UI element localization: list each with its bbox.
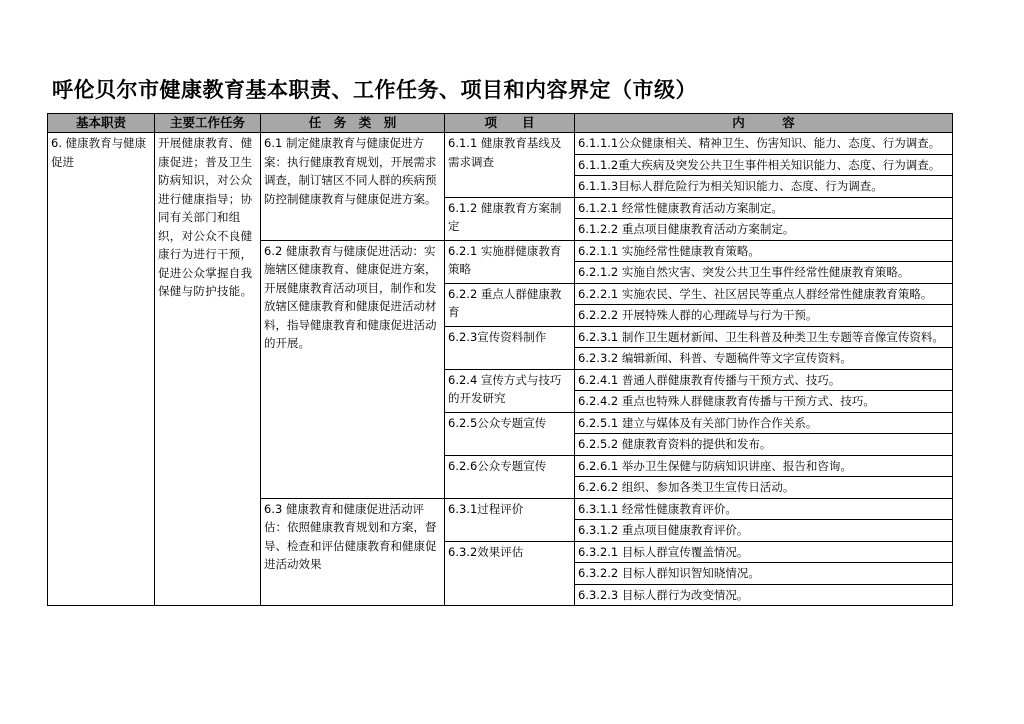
header-project: 项 目 xyxy=(445,114,575,133)
content-cell: 6.2.1.1 实施经常性健康教育策略。 xyxy=(575,240,953,262)
content-cell: 6.3.1.2 重点项目健康教育评价。 xyxy=(575,520,953,542)
content-cell: 6.2.2.2 开展特殊人群的心理疏导与行为干预。 xyxy=(575,305,953,327)
project-cell: 6.1.1 健康教育基线及需求调查 xyxy=(445,133,575,198)
duty-cell: 6. 健康教育与健康促进 xyxy=(48,133,155,606)
content-cell: 6.3.2.1 目标人群宣传覆盖情况。 xyxy=(575,541,953,563)
content-cell: 6.1.1.1公众健康相关、精神卫生、伤害知识、能力、态度、行为调查。 xyxy=(575,133,953,155)
project-cell: 6.2.3宣传资料制作 xyxy=(445,326,575,369)
content-cell: 6.1.1.2重大疾病及突发公共卫生事件相关知识能力、态度、行为调查。 xyxy=(575,154,953,176)
table-header-row xyxy=(48,114,953,133)
project-cell: 6.3.2效果评估 xyxy=(445,541,575,606)
main-task-cell: 开展健康教育、健康促进；普及卫生防病知识，对公众进行健康指导；协同有关部门和组织，对公众不良健康行为进行干预，促进公众掌握自我保健与防护技能。 xyxy=(155,133,261,606)
content-cell: 6.2.3.2 编辑新闻、科普、专题稿件等文字宣传资料。 xyxy=(575,348,953,370)
content-cell: 6.1.2.2 重点项目健康教育活动方案制定。 xyxy=(575,219,953,241)
table-row xyxy=(48,133,953,155)
content-cell: 6.3.2.2 目标人群知识智知晓情况。 xyxy=(575,563,953,585)
header-main-task: 主要工作任务 xyxy=(155,114,261,133)
project-cell: 6.3.1过程评价 xyxy=(445,498,575,541)
content-cell: 6.3.2.3 目标人群行为改变情况。 xyxy=(575,584,953,606)
content-cell: 6.1.1.3目标人群危险行为相关知识能力、态度、行为调查。 xyxy=(575,176,953,198)
content-cell: 6.1.2.1 经常性健康教育活动方案制定。 xyxy=(575,197,953,219)
content-cell: 6.2.1.2 实施自然灾害、突发公共卫生事件经常性健康教育策略。 xyxy=(575,262,953,284)
category-cell: 6.2 健康教育与健康促进活动：实施辖区健康教育、健康促进方案，开展健康教育活动项目，制作和发放辖区健康教育和健康促进活动材料，指导健康教育和健康促进活动的开展。 xyxy=(261,240,445,498)
project-cell: 6.2.2 重点人群健康教育 xyxy=(445,283,575,326)
content-cell: 6.2.2.1 实施农民、学生、社区居民等重点人群经常性健康教育策略。 xyxy=(575,283,953,305)
header-category: 任 务 类 别 xyxy=(261,114,445,133)
content-cell: 6.2.3.1 制作卫生题材新闻、卫生科普及种类卫生专题等音像宣传资料。 xyxy=(575,326,953,348)
content-cell: 6.2.6.1 举办卫生保健与防病知识讲座、报告和咨询。 xyxy=(575,455,953,477)
category-cell: 6.1 制定健康教育与健康促进方案：执行健康教育规划，开展需求调查，制订辖区不同人群的疾病预防控制健康教育与健康促进方案。 xyxy=(261,133,445,241)
page-title: 呼伦贝尔市健康教育基本职责、工作任务、项目和内容界定（市级） xyxy=(52,77,697,102)
project-cell: 6.2.6公众专题宣传 xyxy=(445,455,575,498)
content-cell: 6.2.6.2 组织、参加各类卫生宣传日活动。 xyxy=(575,477,953,499)
project-cell: 6.1.2 健康教育方案制定 xyxy=(445,197,575,240)
header-content: 内 容 xyxy=(575,114,953,133)
content-cell: 6.2.4.2 重点也特殊人群健康教育传播与干预方式、技巧。 xyxy=(575,391,953,413)
project-cell: 6.2.1 实施群健康教育策略 xyxy=(445,240,575,283)
project-cell: 6.2.4 宣传方式与技巧 的开发研究 xyxy=(445,369,575,412)
content-cell: 6.3.1.1 经常性健康教育评价。 xyxy=(575,498,953,520)
duty-table xyxy=(47,113,953,606)
content-cell: 6.2.5.2 健康教育资料的提供和发布。 xyxy=(575,434,953,456)
category-cell: 6.3 健康教育和健康促进活动评估：依照健康教育规划和方案，督导、检查和评估健康教育和健康促进活动效果 xyxy=(261,498,445,606)
content-cell: 6.2.4.1 普通人群健康教育传播与干预方式、技巧。 xyxy=(575,369,953,391)
project-cell: 6.2.5公众专题宣传 xyxy=(445,412,575,455)
content-cell: 6.2.5.1 建立与媒体及有关部门协作合作关系。 xyxy=(575,412,953,434)
header-duty: 基本职责 xyxy=(48,114,155,133)
